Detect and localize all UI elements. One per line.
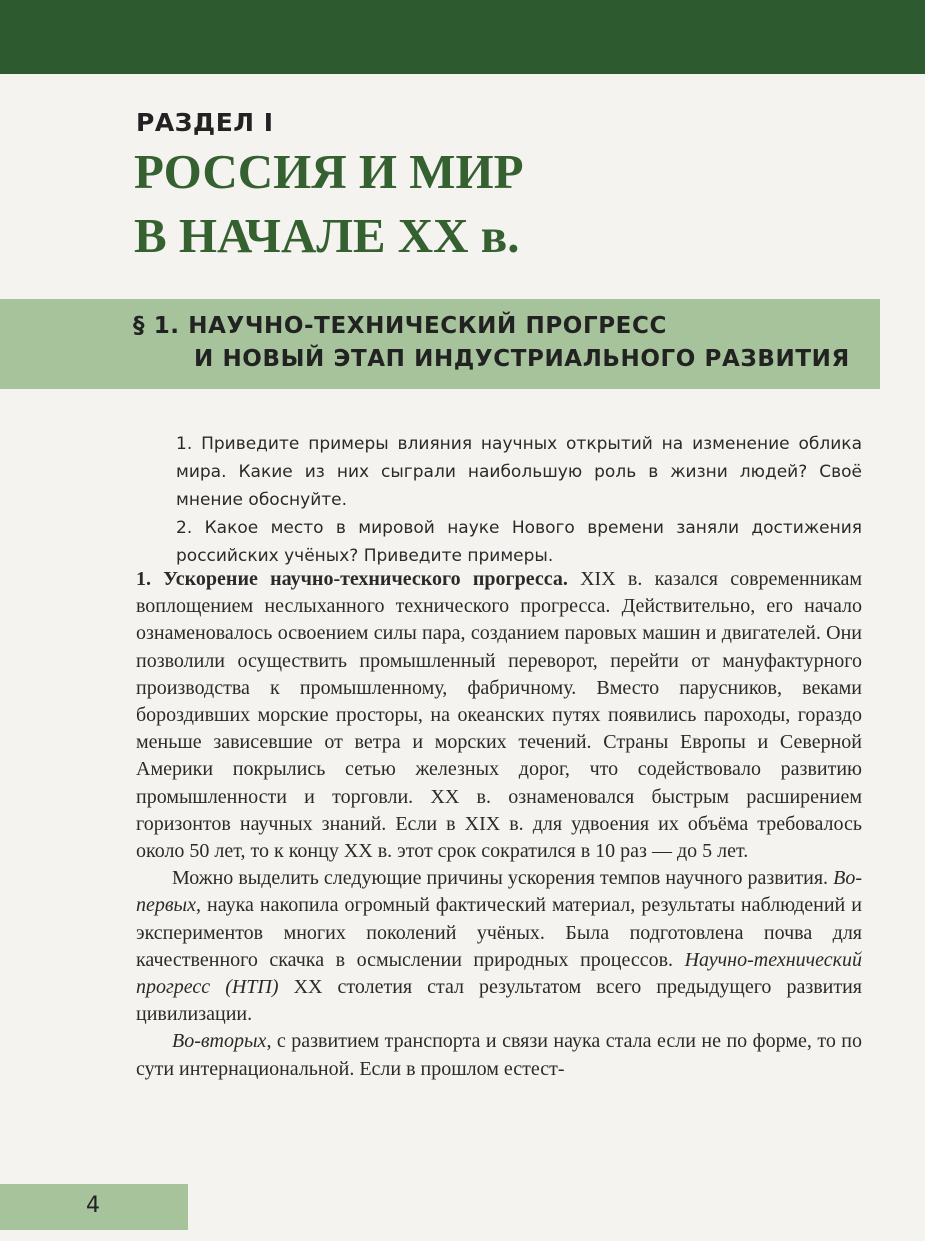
page-number: 4 (86, 1193, 100, 1218)
paragraph-2 (136, 865, 862, 1028)
paragraph-1-text: XIX в. казался современникам воплощением неслыханного технического прогресса. Действительно, его начало ознаменовалось освоением силы пара, созданием паровых машин и двигателей. Они позволили осуществить промышленный переворот, перейти от мануфактурного производства к промышленному, фабричному. Вместо парусников, веками бороздивших морские просторы, на океанских путях появились пароходы, гораздо меньше зависевшие от ветра и морских течений. Страны Европы и Северной Америки покрылись сетью железных дорог, что содействовало развитию промышленности и торговли. XX в. ознаменовался быстрым расширением горизонтов научных знаний. Если в XIX в. для удвоения их объёма требовалось около 50 лет, то к концу XX в. этот срок сократился в 10 раз — до 5 лет. (136, 568, 863, 863)
paragraph-2-term: Научно-технический прогресс (НТП) (136, 948, 862, 999)
section-title-line-2: И НОВЫЙ ЭТАП ИНДУСТРИАЛЬНОГО РАЗВИТИЯ (194, 346, 850, 372)
paragraph-3 (136, 1028, 862, 1082)
question-1: 1. Приведите примеры влияния научных открытий на изменение облика мира. Какие из них сыграли наибольшую роль в жизни людей? Своё мнение обоснуйте. (176, 434, 862, 510)
part-title-line-1: РОССИЯ И МИР (134, 144, 524, 199)
question-2: 2. Какое место в мировой науке Нового времени заняли достижения российских учёных? Приведите примеры. (176, 518, 862, 566)
paragraph-2-text-b: , наука накопила огромный фактический материал, результаты наблюдений и экспериментов многих поколений учёных. Была подготовлена почва для качественного скачка в осмыслении природных процессов. (136, 894, 862, 971)
paragraph-2-text-a: Можно выделить следующие причины ускорения темпов научного развития. (172, 867, 834, 890)
part-title-line-2: В НАЧАЛЕ XX в. (134, 208, 520, 263)
review-questions (176, 430, 862, 570)
paragraph-2-text-c: XX столетия стал результатом всего предыдущего развития цивилизации. (136, 976, 863, 1026)
paragraph-1 (136, 566, 862, 865)
top-color-band (0, 0, 925, 74)
paragraph-3-text: , с развитием транспорта и связи наука стала если не по форме, то по сути интернациональной. Если в прошлом естест- (136, 1030, 862, 1080)
part-title (134, 140, 834, 268)
section-title-line-1: § 1. НАУЧНО-ТЕХНИЧЕСКИЙ ПРОГРЕСС (133, 313, 667, 339)
paragraph-1-heading: 1. Ускорение научно-технического прогресса. (136, 568, 568, 590)
main-text (136, 566, 862, 1083)
paragraph-2-emphasis-1: Во-первых (136, 867, 862, 917)
part-label: РАЗДЕЛ I (136, 108, 274, 137)
section-title (133, 310, 878, 376)
paragraph-3-emphasis: Во-вторых (172, 1030, 267, 1053)
